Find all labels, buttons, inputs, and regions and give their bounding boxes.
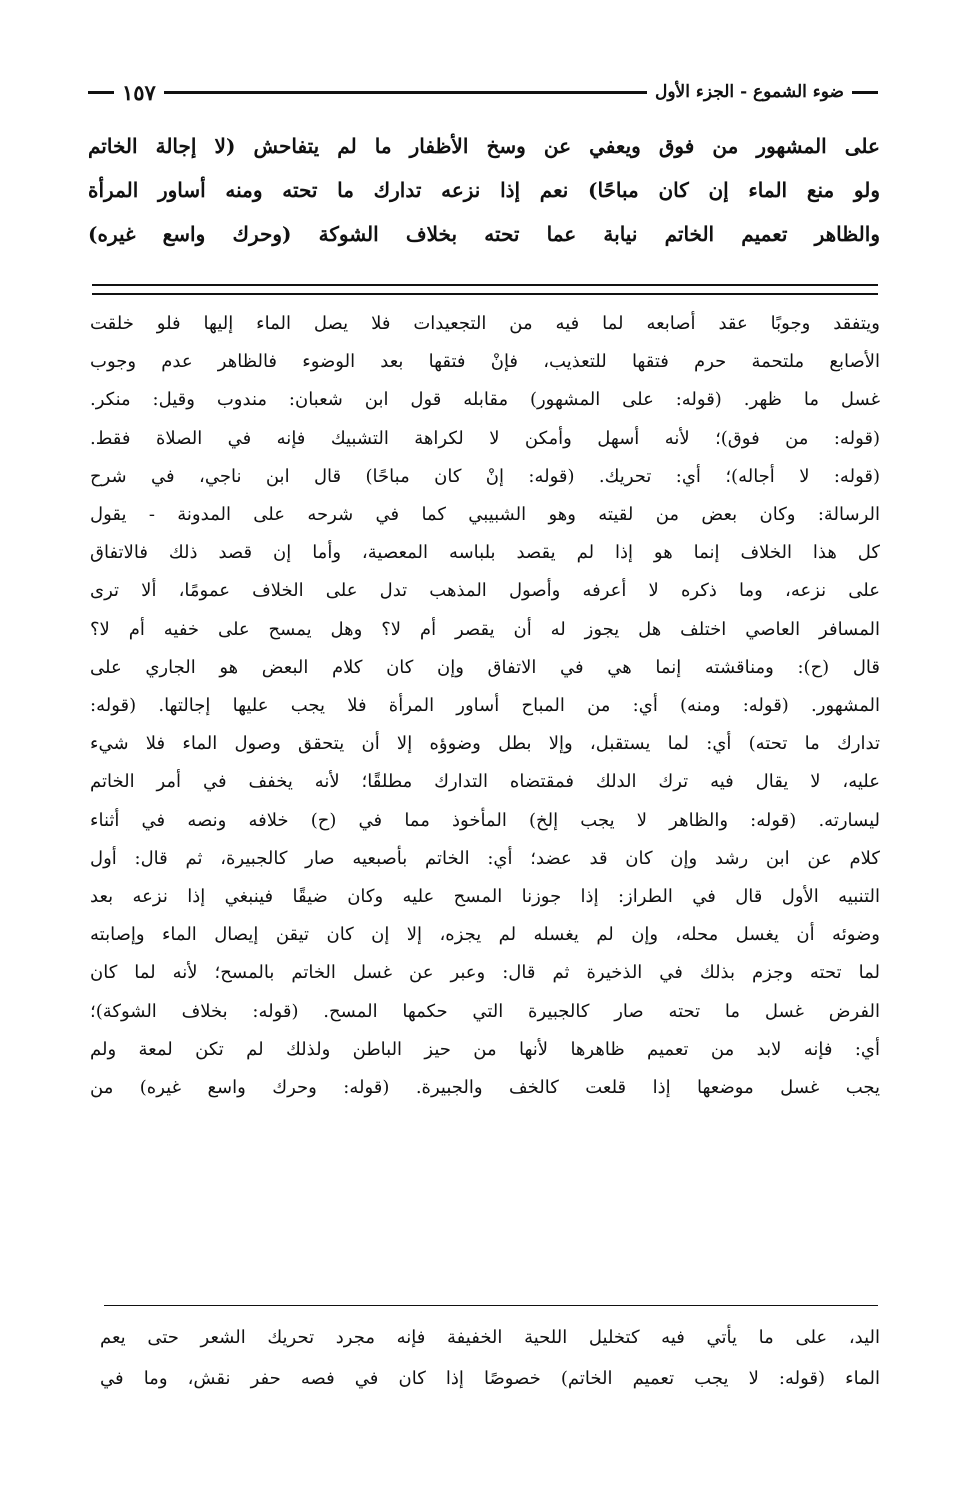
commentary-line: لما تحته وجزم بذلك في الذخيرة ثم قال: وعبر عن غسل الخاتم بالمسح؛ لأنه لما كان [90, 962, 880, 984]
main-text-line: والظاهر تعميم الخاتم نيابة عما تحته بخلاف الشوكة (وحرك واسع غيره) [88, 222, 880, 246]
main-text-line: ولو منع الماء إن كان مباحًا) نعم إذا نزعه تدارك ما تحته ومنه أساور المرأة [88, 178, 880, 202]
commentary-line: غسل ما ظهر. (قوله: على المشهور) مقابله قول ابن شعبان: مندوب وقيل: منكر. [90, 389, 880, 411]
commentary-line: على نزعه، وما ذكره لا أعرفه وأصول المذهب تدل على الخلاف عمومًا، ألا ترى [90, 580, 880, 602]
commentary-line: المسافر العاصي اختلف هل يجوز له أن يقصر أم لا؟ وهل يمسح على خفيه أم لا؟ [90, 618, 880, 640]
header-rule [164, 91, 647, 94]
commentary-line: الرسالة: وكان بعض من لقيته وهو الشبيبي كما في شرحه على المدونة - يقول [90, 504, 880, 526]
commentary-line: قال (ح): ومناقشته إنما هي في الاتفاق وإن كان كلام البعض هو الجاري على [90, 656, 880, 678]
commentary-line: (قوله: من فوق)؛ لأنه أسهل وأمكن لا لكراهة التشبيك فإنه في الصلاة فقط. [90, 427, 880, 449]
commentary-line: عليه، لا يقال فيه ترك الدلك فمقتضاه التدارك مطلقًا؛ لأنه يخفف في أمر الخاتم [90, 771, 880, 793]
footnote-line: الماء (قوله: لا يجب تعميم الخاتم) خصوصًا إذا كان في فصه حفر نقش، وما في [100, 1368, 880, 1389]
page-number: ١٥٧ [122, 79, 156, 105]
commentary-line: يجب غسل موضعها إذا قلعت كالخف والجبيرة. (قوله: وحرك واسع غيره) من [90, 1077, 880, 1099]
header-dash [852, 91, 878, 94]
commentary-line: تدارك ما تحته) أي: لما يستقبل، وإلا بطل وضوؤه إلا أن يتحقق وصول الماء فلا شيء [90, 733, 880, 755]
commentary-text [90, 305, 880, 1107]
commentary-line: التنبيه الأول قال في الطراز: إذا جوزنا المسح عليه وكان ضيقًا فينبغي إذا نزعه بعد [90, 886, 880, 908]
commentary-line: الأصابع ملتحمة حرم فتقها للتعذيب، فإنْ فتقها بعد الوضوء فالظاهر عدم وجوب [90, 351, 880, 373]
commentary-line: ويتفقد وجوبًا عقد أصابعه لما فيه من التجعيدات فلا يصل الماء إليها فلو خلقت [90, 313, 880, 334]
main-text [88, 124, 880, 256]
commentary-line: وضوئه أن يغسل محله، وإن لم يغسله لم يجزه، إلا إن كان تيقن إيصال الماء وإصابته [90, 924, 880, 946]
header-dash [88, 91, 114, 94]
footnote-text [100, 1317, 880, 1399]
footnote-rule [104, 1305, 878, 1306]
separator-rule [92, 284, 878, 286]
commentary-line: ليسارته. (قوله: والظاهر لا يجب إلخ) المأخوذ مما في (ح) خلافه ونصه في أثناء [90, 809, 880, 831]
commentary-line: كلام عن ابن رشد وإن كان قد عضد؛ أي: الخاتم بأصبعيه صار كالجبيرة، ثم قال: أول [90, 847, 880, 869]
footnote-line: اليد، على ما يأتي فيه كتخليل اللحية الخفيفة فإنه مجرد تحريك الشعر حتى يعم [100, 1327, 880, 1348]
commentary-line: (قوله: لا أجاله)؛ أي: تحريك. (قوله: إنْ كان مباحًا) قال ابن ناجي، في شرح [90, 465, 880, 487]
running-header [88, 72, 878, 112]
book-title: ضوء الشموع - الجزء الأول [655, 82, 844, 102]
commentary-line: كل هذا الخلاف إنما هو إذا لم يقصد بلباسه المعصية، وأما إن قصد ذلك فالاتفاق [90, 542, 880, 564]
commentary-line: أي: فإنه لابد من تعميم ظاهرها لأنها من حيز الباطن ولذلك لم تكن لمعة ولم [90, 1038, 880, 1060]
main-text-line: على المشهور من فوق ويعفي عن وسخ الأظفار ما لم يتفاحش (لا إجالة الخاتم [88, 134, 880, 158]
commentary-line: الفرض غسل ما تحته صار كالجبيرة التي حكمها المسح. (قوله: بخلاف الشوكة)؛ [90, 1000, 880, 1022]
commentary-line: المشهور. (قوله: ومنه) أي: من المباح أساور المرأة فلا يجب عليها إجالتها. (قوله: [90, 695, 880, 717]
separator-rule [92, 293, 878, 295]
